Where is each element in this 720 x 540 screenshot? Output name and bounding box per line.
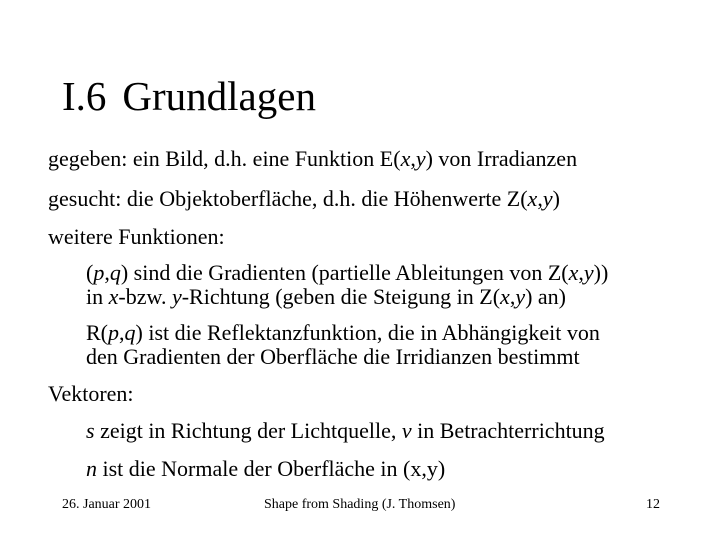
text-segment: gegeben: ein Bild, d.h. eine Funktion E( [48,146,401,171]
text-segment: weitere Funktionen: [48,224,225,249]
var-y: y [415,146,426,171]
text-segment: ) sind die Gradienten (partielle Ableitungen von Z( [120,260,569,285]
text-segment: -Richtung (geben die Steigung in Z( [181,284,501,309]
var-q: q [109,260,121,285]
text-segment: Vektoren: [48,381,134,406]
var-y: y [542,186,553,211]
text-line-normal-vector [86,456,445,482]
text-line-gradients-2 [86,284,566,310]
slide-title [62,72,316,120]
text-line-further-functions [48,224,225,250]
text-segment: ist die Normale der Oberfläche in (x,y) [97,456,446,481]
text-line-reflectance-1 [86,320,600,346]
var-n: n [86,456,97,481]
text-line-sought [48,186,560,212]
var-y: y [171,284,182,309]
text-segment: -bzw. [118,284,172,309]
var-x: x [527,186,538,211]
footer-page-number: 12 [646,497,660,512]
var-x: x [500,284,510,309]
var-p: p [93,260,105,285]
text-segment: ) an) [525,284,566,309]
var-p: p [108,320,119,345]
text-line-reflectance-2 [86,344,580,370]
text-segment: , [509,284,516,309]
text-segment: R( [86,320,108,345]
footer-title: Shape from Shading (J. Thomsen) [264,497,456,512]
text-line-vectors [48,381,134,407]
var-y: y [583,260,594,285]
var-x: x [400,146,411,171]
text-line-given [48,146,577,172]
section-number: I.6 [62,73,107,119]
text-segment: zeigt in Richtung der Lichtquelle, [94,418,402,443]
text-segment: , [410,146,416,171]
text-line-light-vector [86,418,605,444]
text-segment: )) [593,260,609,285]
text-segment: den Gradienten der Oberfläche die Irridianzen bestimmt [86,344,580,369]
text-segment: , [578,260,584,285]
text-segment: in Betrachterrichtung [411,418,605,443]
var-s: s [86,418,95,443]
footer-date: 26. Januar 2001 [62,497,152,512]
text-segment: , [104,260,110,285]
text-segment: in [86,284,109,309]
var-q: q [124,320,136,345]
text-segment: ( [86,260,94,285]
text-segment: , [537,186,543,211]
text-segment: ) von Irradianzen [425,146,578,171]
text-line-gradients-1 [86,260,608,286]
text-segment: ) [552,186,560,211]
var-v: v [401,418,412,443]
text-segment: gesucht: die Objektoberfläche, d.h. die Höhenwerte Z( [48,186,528,211]
text-segment: ) ist die Reflektanzfunktion, die in Abhängigkeit von [135,320,600,345]
text-segment: , [119,320,125,345]
var-y: y [515,284,526,309]
var-x: x [568,260,579,285]
section-title: Grundlagen [122,73,316,119]
var-x: x [108,284,119,309]
